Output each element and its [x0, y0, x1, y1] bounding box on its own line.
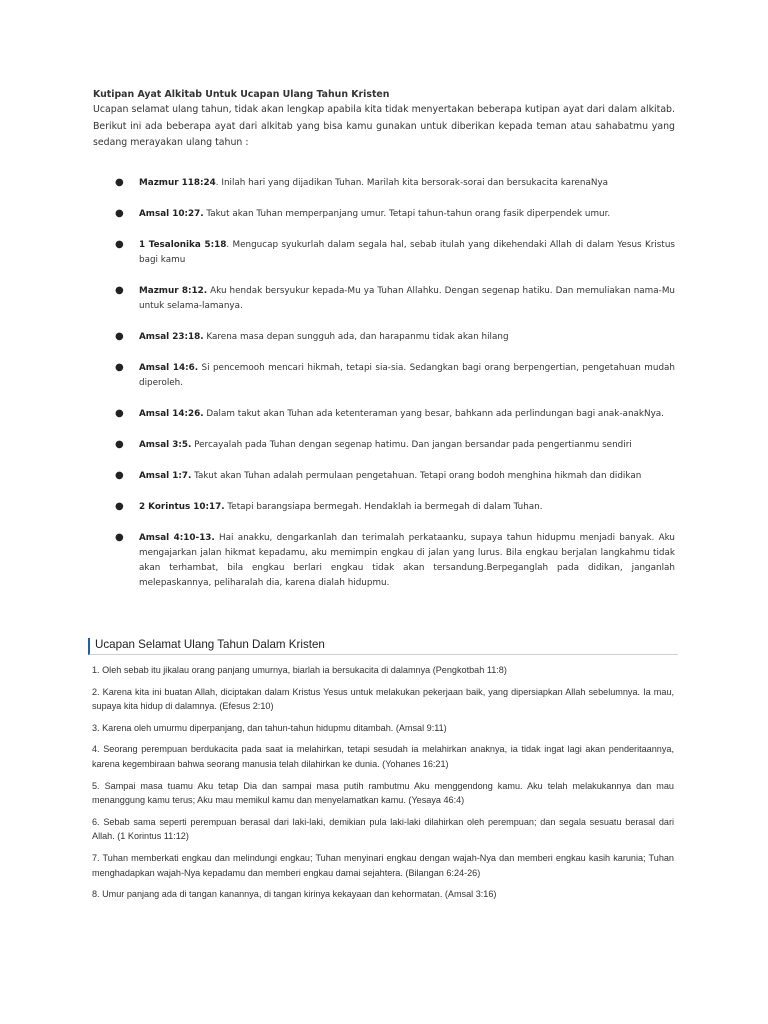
greeting-item: 6. Sebab sama seperti perempuan berasal dari laki-laki, demikian pula laki-laki dilahirkan oleh perempuan; dan segala sesuatu berasal dari Allah. (1 Korintus 11:12)	[92, 816, 674, 842]
verse-reference: Mazmur 8:12.	[139, 286, 208, 296]
verse-text: Takut akan Tuhan memperpanjang umur. Tetapi tahun-tahun orang fasik diperpendek umur.	[203, 209, 611, 219]
verse-item	[93, 238, 675, 268]
bullet-dot-icon: ●	[115, 208, 124, 219]
verse-item	[93, 361, 675, 391]
bullet-dot-icon: ●	[115, 439, 124, 450]
greeting-item: 8. Umur panjang ada di tangan kanannya, di tangan kirinya kekayaan dan kehormatan. (Amsal 3:16)	[92, 889, 497, 900]
greeting-item: 7. Tuhan memberkati engkau dan melindungi engkau; Tuhan menyinari engkau dengan wajah-Nya dan memberi engkau kasih karunia; Tuhan menghadapkan wajah-Nya kepadamu dan memberi engkau damai sejahtera. (Bilangan 6:24-26)	[92, 852, 674, 878]
verse-text: Percayalah pada Tuhan dengan segenap hatimu. Dan jangan bersandar pada pengertianmu sendiri	[191, 440, 632, 450]
section-heading: Ucapan Selamat Ulang Tahun Dalam Kristen	[88, 638, 678, 655]
verse-text: . Inilah hari yang dijadikan Tuhan. Marilah kita bersorak-sorai dan bersukacita karenaNya	[215, 178, 609, 188]
verse-reference: 2 Korintus 10:17.	[139, 502, 225, 512]
verse-list	[93, 176, 675, 607]
bullet-dot-icon: ●	[115, 177, 124, 188]
verse-text: Tetapi barangsiapa bermegah. Hendaklah ia bermegah di dalam Tuhan.	[224, 502, 543, 512]
intro-paragraph: Ucapan selamat ulang tahun, tidak akan lengkap apabila kita tidak menyertakan beberapa kutipan ayat dari dalam alkitab. Berikut ini ada beberapa ayat dari alkitab yang bisa kamu gunakan untuk diberikan kepada teman atau sahabatmu yang sedang merayakan ulang tahun :	[93, 104, 675, 148]
verse-reference: 1 Tesalonika 5:18	[139, 240, 227, 250]
verse-item	[93, 207, 675, 222]
bullet-dot-icon: ●	[115, 285, 124, 296]
bullet-dot-icon: ●	[115, 501, 124, 512]
greetings-section	[88, 638, 678, 909]
greeting-item: 5. Sampai masa tuamu Aku tetap Dia dan sampai masa putih rambutmu Aku menggendong kamu. Aku telah melakukannya dan mau menanggung kamu terus; Aku mau memikul kamu dan menyelamatkan kamu. (Yesaya 46:4)	[92, 780, 674, 806]
verse-reference: Amsal 14:26.	[139, 409, 204, 419]
greeting-item: 1. Oleh sebab itu jikalau orang panjang umurnya, biarlah ia bersukacita di dalamnya (Pengkotbah 11:8)	[92, 665, 507, 675]
bullet-dot-icon: ●	[115, 408, 124, 419]
verse-text: Dalam takut akan Tuhan ada ketenteraman yang besar, bahkann ada perlindungan bagi anak-anakNya.	[203, 409, 664, 419]
verse-reference: Amsal 23:18.	[139, 332, 204, 342]
bullet-dot-icon: ●	[115, 532, 124, 543]
verse-reference: Amsal 10:27.	[139, 209, 204, 219]
verse-text: Karena masa depan sungguh ada, dan harapanmu tidak akan hilang	[203, 332, 509, 342]
verse-reference: Mazmur 118:24	[139, 178, 216, 188]
verse-item	[93, 176, 675, 191]
verse-item	[93, 407, 675, 422]
verse-item	[93, 284, 675, 314]
bullet-dot-icon: ●	[115, 331, 124, 342]
verse-item	[93, 438, 675, 453]
intro-section	[93, 88, 675, 152]
verse-reference: Amsal 3:5.	[139, 440, 192, 450]
verse-reference: Amsal 1:7.	[139, 471, 192, 481]
verse-reference: Amsal 14:6.	[139, 363, 199, 373]
verse-text: . Mengucap syukurlah dalam segala hal, sebab itulah yang dikehendaki Allah di dalam Yesus Kristus bagi kamu	[139, 240, 675, 265]
verse-item	[93, 500, 675, 515]
verse-reference: Amsal 4:10-13.	[139, 533, 215, 543]
greeting-item: 2. Karena kita ini buatan Allah, diciptakan dalam Kristus Yesus untuk melakukan pekerjaan baik, yang dipersiapkan Allah sebelumnya. Ia mau, supaya kita hidup di dalamnya. (Efesus 2:10)	[92, 686, 674, 712]
verse-text: Si pencemooh mencari hikmah, tetapi sia-sia. Sedangkan bagi orang berpengertian, pengetahuan mudah diperoleh.	[139, 363, 675, 388]
greeting-list	[88, 663, 678, 902]
greeting-item: 3. Karena oleh umurmu diperpanjang, dan tahun-tahun hidupmu ditambah. (Amsal 9:11)	[92, 722, 447, 733]
verse-text: Aku hendak bersyukur kepada-Mu ya Tuhan Allahku. Dengan segenap hatiku. Dan memuliakan nama-Mu untuk selama-lamanya.	[139, 286, 675, 311]
verse-item	[93, 330, 675, 345]
bullet-dot-icon: ●	[115, 239, 124, 250]
greeting-item: 4. Seorang perempuan berdukacita pada saat ia melahirkan, tetapi sesudah ia melahirkan anaknya, ia tidak ingat lagi akan penderitaannya, karena kegembiraan bahwa seorang manusia telah dilahirkan ke dunia. (Yohanes 16:21)	[92, 744, 674, 769]
verse-item	[93, 469, 675, 484]
verse-item	[93, 531, 675, 591]
bullet-dot-icon: ●	[115, 470, 124, 481]
verse-text: Takut akan Tuhan adalah permulaan pengetahuan. Tetapi orang bodoh menghina hikmah dan didikan	[191, 471, 642, 481]
section-title: Kutipan Ayat Alkitab Untuk Ucapan Ulang Tahun Kristen	[93, 89, 390, 100]
bullet-dot-icon: ●	[115, 362, 124, 373]
verse-text: Hai anakku, dengarkanlah dan terimalah perkataanku, supaya tahun hidupmu menjadi banyak. Aku mengajarkan jalan hikmat kepadamu, aku memimpin engkau di jalan yang lurus. Bila engkau berjalan langkahmu tidak akan terhambat, bila engkau berlari engkau tidak akan tersandung.Berpeganglah pada didikan, janganlah melepaskannya, peliharalah dia, karena dialah hidupmu.	[139, 533, 675, 588]
